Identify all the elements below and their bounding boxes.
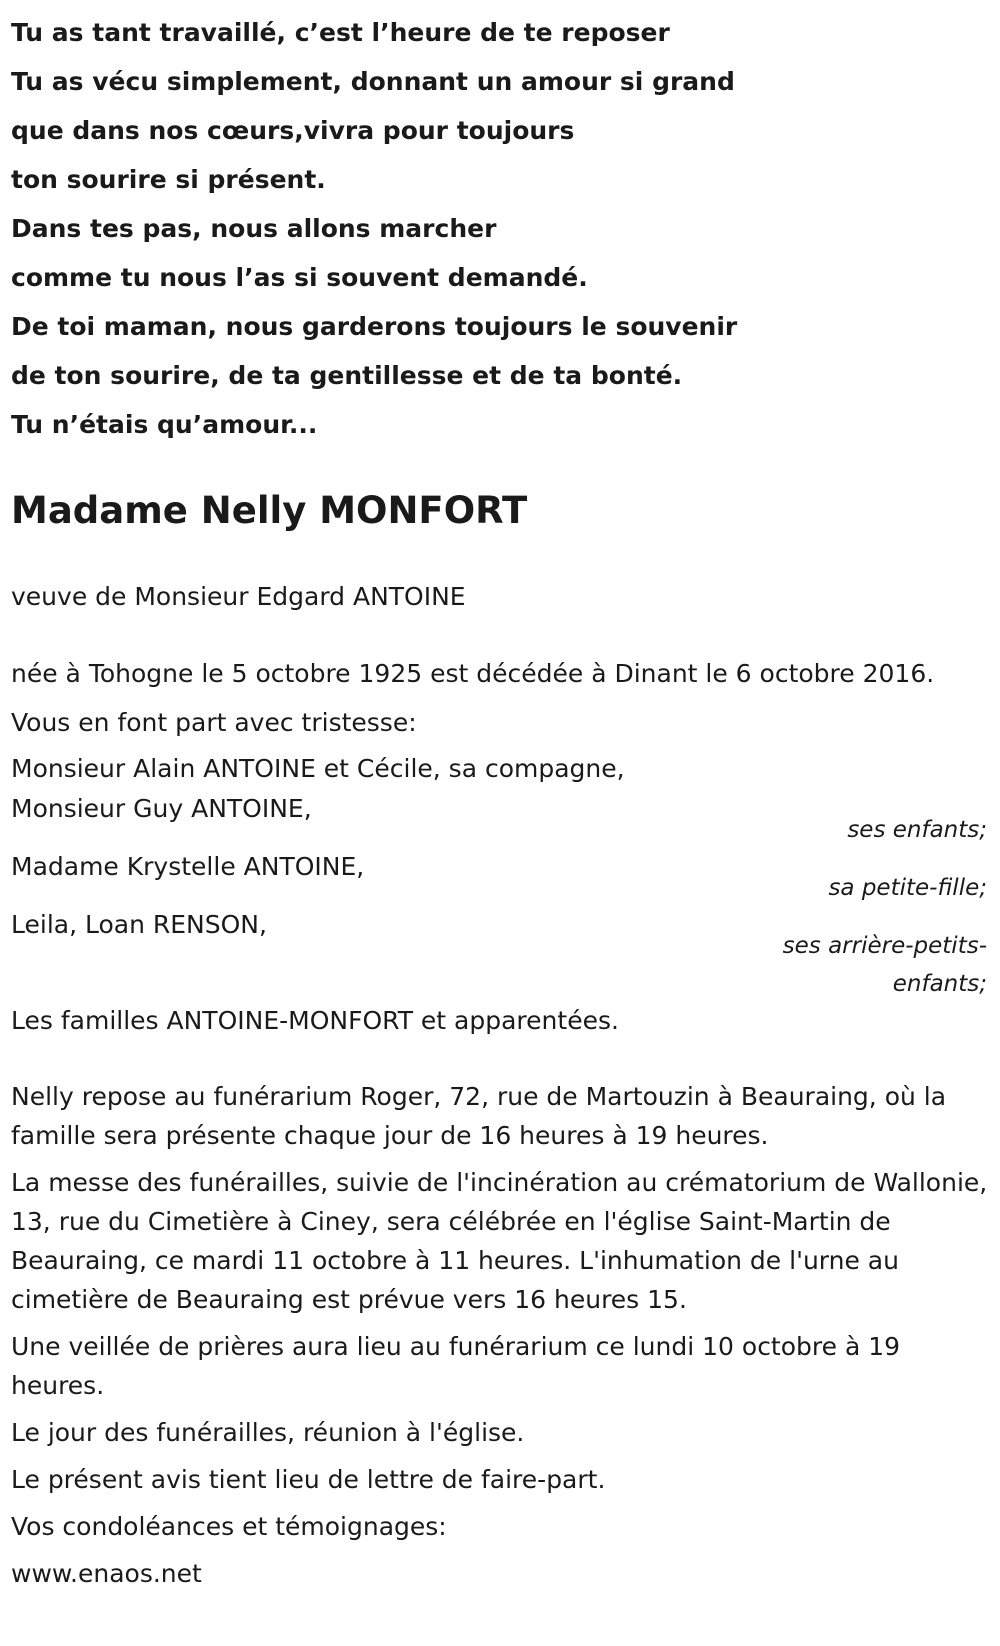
poem-line: Dans tes pas, nous allons marcher [11, 214, 497, 243]
announcement: Vous en font part avec tristesse: [11, 708, 417, 737]
meeting-paragraph: Le jour des funérailles, réunion à l'église. [11, 1418, 525, 1447]
poem-line: Tu n’étais qu’amour... [11, 410, 318, 439]
birth-death-info: née à Tohogne le 5 octobre 1925 est décédée à Dinant le 6 octobre 2016. [11, 659, 935, 688]
repose-paragraph: Nelly repose au funérarium Roger, 72, rue de Martouzin à Beauraing, où la famille sera présente chaque jour de 16 heures à 19 heures. [11, 1082, 947, 1150]
poem-line: comme tu nous l’as si souvent demandé. [11, 263, 588, 292]
children-line-2: Monsieur Guy ANTOINE, [11, 794, 312, 823]
poem-line: que dans nos cœurs,vivra pour toujours [11, 116, 575, 145]
granddaughter-line: Madame Krystelle ANTOINE, [11, 852, 365, 881]
children-relation: ses enfants; [847, 817, 987, 843]
poem-line: ton sourire si présent. [11, 165, 326, 194]
vigil-paragraph: Une veillée de prières aura lieu au funérarium ce lundi 10 octobre à 19 heures. [11, 1332, 901, 1400]
poem-line: Tu as tant travaillé, c’est l’heure de te reposer [11, 18, 670, 47]
children-line-1: Monsieur Alain ANTOINE et Cécile, sa compagne, [11, 754, 625, 783]
poem-line: de ton sourire, de ta gentillesse et de ta bonté. [11, 361, 683, 390]
granddaughter-relation: sa petite-fille; [828, 875, 987, 901]
poem-line: Tu as vécu simplement, donnant un amour si grand [11, 67, 735, 96]
great-grandchildren-relation-2: enfants; [892, 971, 987, 997]
condolences-paragraph: Vos condoléances et témoignages: [11, 1512, 447, 1541]
great-grandchildren-line: Leila, Loan RENSON, [11, 910, 267, 939]
great-grandchildren-relation-1: ses arrière-petits- [782, 933, 987, 959]
poem-line: De toi maman, nous garderons toujours le souvenir [11, 312, 738, 341]
notice-paragraph: Le présent avis tient lieu de lettre de faire-part. [11, 1465, 606, 1494]
poem [11, 0, 991, 449]
family-list [11, 749, 991, 1041]
obituary-notice [11, 0, 991, 1593]
website-link[interactable]: www.enaos.net [11, 1559, 202, 1588]
deceased-name: Madame Nelly MONFORT [11, 489, 528, 532]
funeral-mass-paragraph: La messe des funérailles, suivie de l'incinération au crématorium de Wallonie, 13, rue du Cimetière à Ciney, sera célébrée en l'église Saint-Martin de Beauraing, ce mardi 11 octobre à 11 heures. L'inhumation de l'urne au cimetière de Beauraing est prévue vers 16 heures 15. [11, 1168, 988, 1314]
widow-of: veuve de Monsieur Edgard ANTOINE [11, 582, 466, 611]
families-line: Les familles ANTOINE-MONFORT et apparentées. [11, 1006, 619, 1035]
